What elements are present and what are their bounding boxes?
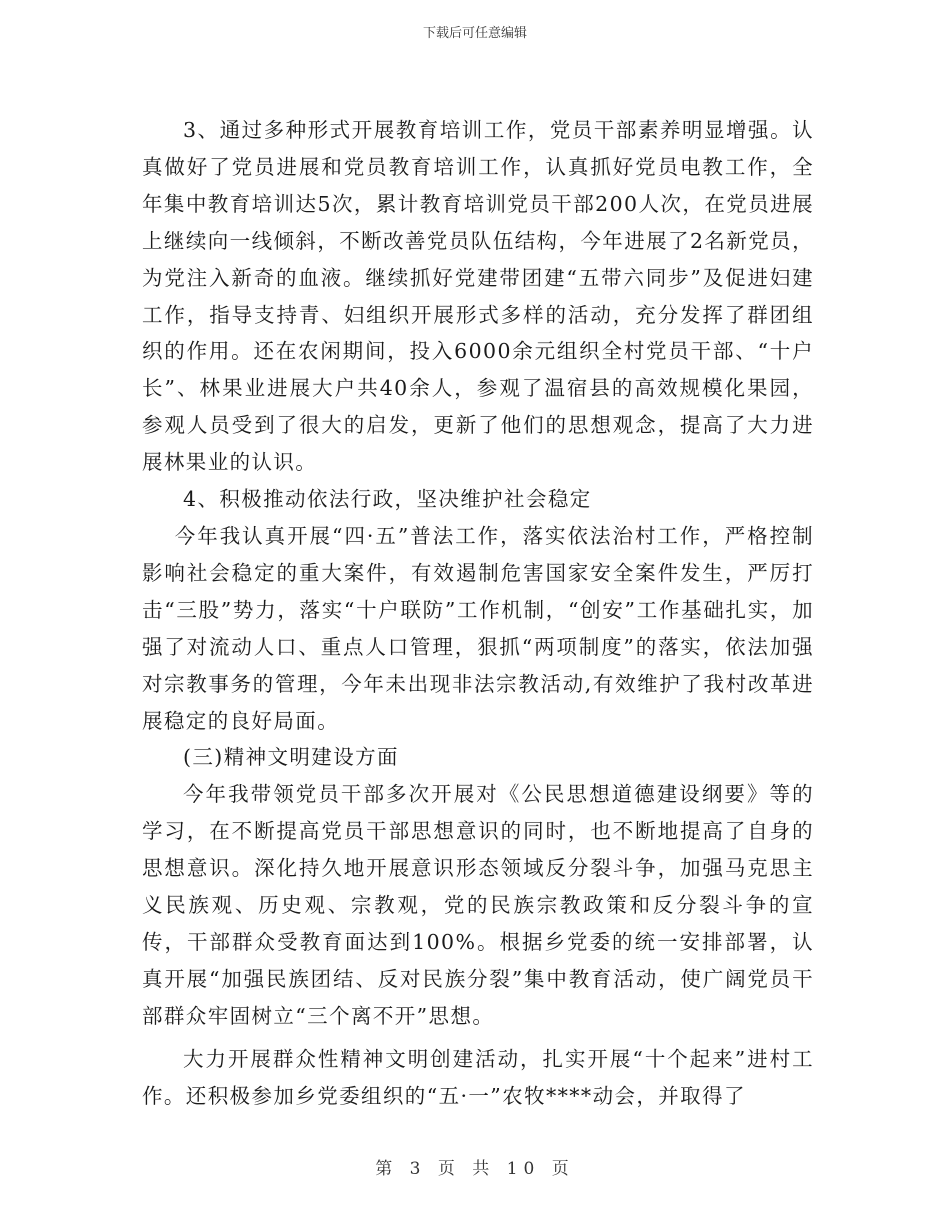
page-header: 下载后可任意编辑 (422, 26, 527, 41)
section-heading-spiritual-civilization: (三)精神文明建设方面 (183, 745, 399, 770)
paragraph-rule-of-law: 今年我认真开展“四·五”普法工作，落实依法治村工作，严格控制影响社会稳定的重大案件，有效遏制危害国家安全案件发生，严厉打击“三股”势力，落实“十户联防”工作机制，“创安”工作基础扎实，加强了对流动人口、重点人口管理，狠抓“两项制度”的落实，依法加强对宗教事务的管理，今年未出现非法宗教活动,有效维护了我村改革进展稳定的良好局面。 (142, 523, 814, 733)
section-heading-rule-of-law: 4、积极推动依法行政，坚决维护社会稳定 (183, 487, 592, 512)
paragraph-study-ideology: 今年我带领党员干部多次开展对《公民思想道德建设纲要》等的学习，在不断提高党员干部思想意识的同时，也不断地提高了自身的思想意识。深化持久地开展意识形态领域反分裂斗争，加强马克思主义民族观、历史观、宗教观，党的民族宗教政策和反分裂斗争的宣传，干部群众受教育面达到100%。根据乡党委的统一安排部署，认真开展“加强民族团结、反对民族分裂”集中教育活动，使广阔党员干部群众牢固树立“三个离不开”思想。 (142, 782, 814, 1028)
document-body (142, 112, 814, 1114)
paragraph-civilization-activities: 大力开展群众性精神文明创建活动，扎实开展“十个起来”进村工作。还积极参加乡党委组织的“五·一”农牧****动会，并取得了 (142, 1046, 814, 1108)
paragraph-education-training: 3、通过多种形式开展教育培训工作，党员干部素养明显增强。认真做好了党员进展和党员教育培训工作，认真抓好党员电教工作，全年集中教育培训达5次，累计教育培训党员干部200人次，在党员进展上继续向一线倾斜，不断改善党员队伍结构，今年进展了2名新党员，为党注入新奇的血液。继续抓好党建带团建“五带六同步”及促进妇建工作，指导支持青、妇组织开展形式多样的活动，充分发挥了群团组织的作用。还在农闲期间，投入6000余元组织全村党员干部、“十户长”、林果业进展大户共40余人，参观了温宿县的高效规模化果园，参观人员受到了很大的启发，更新了他们的思想观念，提高了大力进展林果业的认识。 (142, 118, 814, 475)
page-number: 第 3 页 共 10 页 (375, 1159, 575, 1179)
